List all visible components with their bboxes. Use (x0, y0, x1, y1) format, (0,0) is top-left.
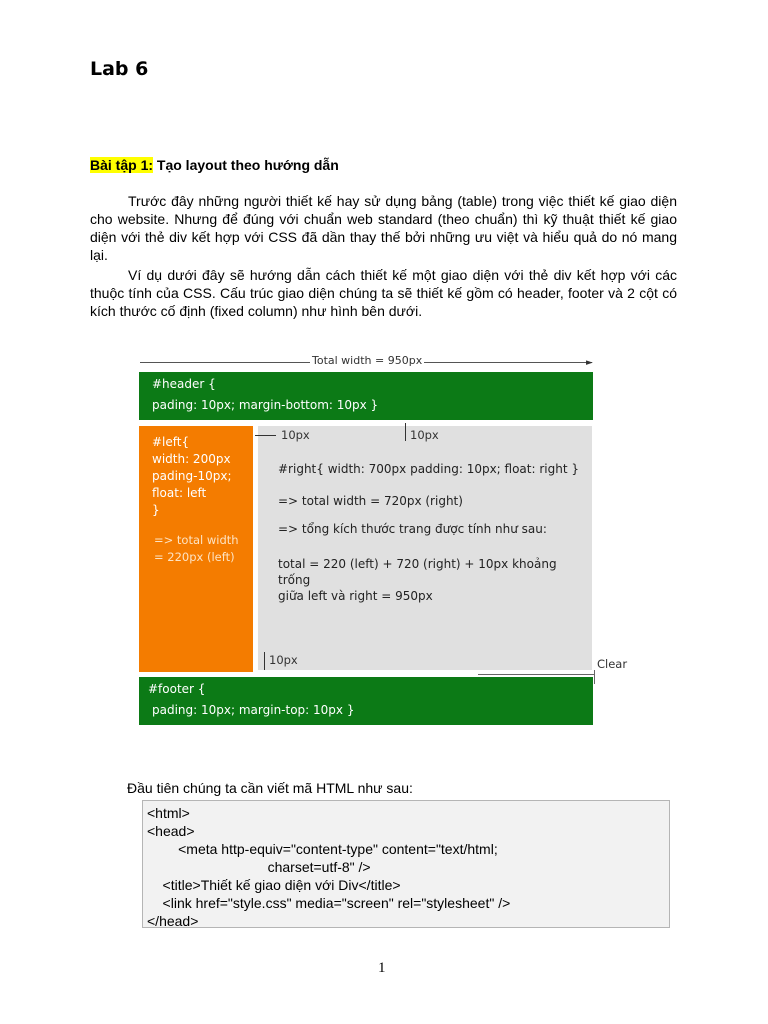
left-note-line: = 220px (left) (154, 550, 235, 564)
right-line-3: => tổng kích thước trang được tính như sau: (278, 522, 547, 536)
left-box (139, 426, 253, 672)
footer-box (139, 677, 593, 725)
arrow-right-icon: ► (586, 358, 593, 368)
code-line: <link href="style.css" media="screen" rel="stylesheet" /> (147, 895, 511, 911)
exercise-text: Tạo layout theo hướng dẫn (153, 157, 339, 173)
header-line-2: pading: 10px; margin-bottom: 10px } (152, 398, 379, 412)
right-box (258, 426, 592, 670)
top-padding-label: 10px (410, 428, 439, 442)
right-line-1: #right{ width: 700px padding: 10px; float: right } (278, 462, 579, 476)
right-line-4 (278, 556, 592, 604)
paragraph-2-text: Ví dụ dưới đây sẽ hướng dẫn cách thiết kế một giao diện với thẻ div kết hợp với các thuộc tính của CSS. Cấu trúc giao diện chúng ta sẽ thiết kế gồm có header, footer và 2 cột có kích thước cố định (fixed column) như hình bên dưới. (90, 267, 677, 319)
clear-line (478, 674, 594, 675)
left-code-line: } (152, 503, 160, 517)
gap-dimension-label: 10px (281, 428, 310, 442)
paragraph-1-text: Trước đây những người thiết kế hay sử dụng bảng (table) trong việc thiết kế giao diện cho website. Nhưng để đúng với chuẩn web standard (theo chuẩn) thì kỹ thuật thiết kế giao diện với thẻ div kết hợp với CSS đã dần thay thế bởi những ưu việt và hiểu quả do nó mang lại. (90, 193, 677, 263)
code-line: </head> (147, 913, 199, 929)
left-code-line: width: 200px (152, 452, 231, 466)
left-code-line: pading-10px; (152, 469, 232, 483)
code-line: <meta http-equiv="content-type" content="text/html; (147, 841, 498, 857)
exercise-heading (90, 157, 339, 173)
code-block (142, 800, 670, 928)
left-note (154, 532, 239, 566)
header-box (139, 372, 593, 420)
footer-line-1: #footer { (148, 682, 206, 696)
clear-tick (594, 670, 595, 684)
footer-line-2: pading: 10px; margin-top: 10px } (152, 703, 355, 717)
left-code-line: #left{ (152, 435, 190, 449)
top-padding-arrow (405, 423, 406, 441)
bottom-margin-label: 10px (269, 653, 298, 667)
left-code (152, 434, 232, 519)
right-line-4a: total = 220 (left) + 720 (right) + 10px khoảng trống (278, 557, 557, 587)
code-line: <head> (147, 823, 195, 839)
code-line: <html> (147, 805, 190, 821)
paragraph-2 (90, 266, 677, 320)
page-number: 1 (378, 960, 386, 976)
layout-diagram (138, 350, 628, 730)
page-title: Lab 6 (90, 58, 149, 80)
total-width-label: Total width = 950px (312, 354, 423, 367)
left-code-line: float: left (152, 486, 207, 500)
code-line: <title>Thiết kế giao diện với Div</title> (147, 877, 401, 893)
bottom-margin-arrow (264, 652, 265, 670)
header-line-1: #header { (152, 377, 216, 391)
intro-text: Đầu tiên chúng ta cần viết mã HTML như sau: (127, 780, 413, 796)
left-note-line: => total width (154, 533, 239, 547)
gap-arrow (255, 435, 276, 436)
code-line: charset=utf-8" /> (147, 859, 371, 875)
right-line-4b: giữa left và right = 950px (278, 589, 433, 603)
paragraph-1 (90, 192, 677, 264)
right-line-2: => total width = 720px (right) (278, 494, 463, 508)
exercise-label: Bài tập 1: (90, 157, 154, 173)
clear-label: Clear (597, 657, 628, 671)
